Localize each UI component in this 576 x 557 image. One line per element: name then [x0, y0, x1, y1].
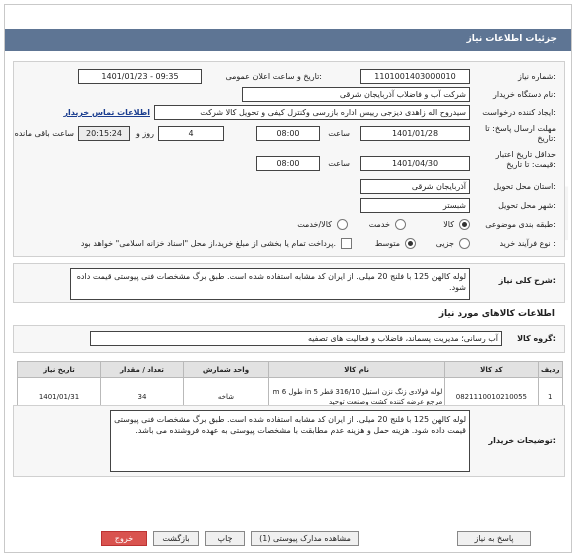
col-qty: تعداد / مقدار [101, 362, 184, 378]
province-field: آذربایجان شرقی [360, 179, 470, 194]
validity-time-label: ساعت [328, 159, 350, 168]
purchase-option-partial: جزیی [435, 239, 454, 248]
category-label: طبقه بندی موضوعی: [485, 220, 556, 229]
col-name: نام کالا [268, 362, 444, 378]
announce-label: تاریخ و ساعت اعلان عمومی: [225, 72, 322, 81]
validity-date-field: 1401/04/30 [360, 156, 470, 171]
reply-button[interactable]: پاسخ به نیاز [457, 531, 531, 546]
page-frame [4, 4, 572, 553]
need-number-label: شماره نیاز: [517, 72, 556, 81]
goods-table-header [18, 362, 563, 378]
creator-field: سیدروح اله زاهدی دیزجی رییس اداره بازرسی وکنترل کیفی و تحویل کالا شرکت [154, 105, 470, 120]
col-date: تاریخ نیاز [18, 362, 101, 378]
category-option-goods: کالا [443, 220, 454, 229]
category-option-service: خدمت [368, 220, 390, 229]
buyer-org-label: نام دستگاه خریدار: [492, 90, 556, 99]
purchase-option-medium: متوسط [374, 239, 400, 248]
goods-group-label: گروه کالا: [517, 334, 556, 343]
header-bar [5, 29, 571, 51]
cell-qty: 34 [101, 378, 184, 416]
description-text: لوله کالهن 125 با فلنج 20 میلی. از ایران کد مشابه استفاده شده است. طبق برگ مشخصات فنی پیوستی قیمت داده شود. [70, 268, 470, 300]
buyer-org-field: شرکت آب و فاضلاب آذربایجان شرقی [242, 87, 470, 102]
purchase-radio-medium[interactable] [405, 238, 416, 249]
province-label: استان محل تحویل: [493, 182, 556, 191]
need-number-field: 1101001403000010 [360, 69, 470, 84]
buyer-notes-section [13, 405, 565, 477]
remaining-time-field: 20:15:24 [78, 126, 130, 141]
goods-group-section [13, 325, 565, 353]
validity-label: حداقل تاریخ اعتبار قیمت: تا تاریخ: [495, 150, 556, 169]
purchase-label: نوع فرآیند خرید : [499, 239, 556, 248]
category-radio-goods[interactable] [459, 219, 470, 230]
cell-date: 1401/01/31 [18, 378, 101, 416]
attachments-button[interactable]: مشاهده مدارک پیوستی (1) [251, 531, 359, 546]
validity-time-field: 08:00 [256, 156, 320, 171]
buyer-notes-label: توضیحات خریدار: [488, 436, 556, 445]
send-time-field: 08:00 [256, 126, 320, 141]
remaining-label: ساعت باقی مانده [14, 129, 74, 138]
city-field: شبستر [360, 198, 470, 213]
send-deadline-label: مهلت ارسال پاسخ: تا تاریخ: [484, 124, 556, 143]
description-section [13, 263, 565, 303]
goods-group-field: آب رسانی؛ مدیریت پسماند، فاضلاب و فعالیت های تصفیه [90, 331, 502, 346]
cell-name: لوله فولادی زنگ نزن استیل 316/10 قطر 5 in طول 6 m مرجع عرضه کننده کشت وصنعت توحید [268, 378, 444, 416]
exit-button[interactable]: خروج [101, 531, 147, 546]
payment-note: پرداخت تمام یا بخشی از مبلغ خرید،از محل "اسناد خزانه اسلامی" خواهد بود. [80, 239, 336, 248]
cell-code: 0821110010210055 [445, 378, 538, 416]
announce-field: 1401/01/23 - 09:35 [78, 69, 202, 84]
goods-section-title: اطلاعات کالاهای مورد نیاز [438, 309, 555, 319]
city-label: شهر محل تحویل: [498, 201, 556, 210]
buyer-notes-text: لوله کالهن 125 با فلنج 20 میلی. از ایران کد مشابه استفاده شده است. طبق برگ مشخصات فنی پیوستی قیمت داده شود. هزینه حمل و هزینه عدم مطابقت با مشخصات پیوستی به عهده فروشنده می باشد. [110, 410, 470, 472]
cell-unit: شاخه [183, 378, 268, 416]
back-button[interactable]: بازگشت [153, 531, 199, 546]
info-section [13, 61, 565, 257]
contact-link[interactable]: اطلاعات تماس خریدار [63, 108, 150, 117]
category-radio-service[interactable] [395, 219, 406, 230]
creator-label: ایجاد کننده درخواست: [482, 108, 556, 117]
col-unit: واحد شمارش [183, 362, 268, 378]
send-date-field: 1401/01/28 [360, 126, 470, 141]
days-label: روز و [136, 129, 154, 138]
col-code: کد کالا [445, 362, 538, 378]
col-row: ردیف [538, 362, 562, 378]
print-button[interactable]: چاپ [205, 531, 245, 546]
treasury-checkbox[interactable] [341, 238, 352, 249]
category-radio-both[interactable] [337, 219, 348, 230]
category-option-both: کالا/خدمت [297, 220, 332, 229]
days-field: 4 [158, 126, 224, 141]
purchase-radio-partial[interactable] [459, 238, 470, 249]
description-label: شرح کلی نیاز: [498, 276, 556, 285]
cell-row: 1 [538, 378, 562, 416]
send-time-label: ساعت [328, 129, 350, 138]
page-title: جزئیات اطلاعات نیاز [466, 34, 557, 44]
